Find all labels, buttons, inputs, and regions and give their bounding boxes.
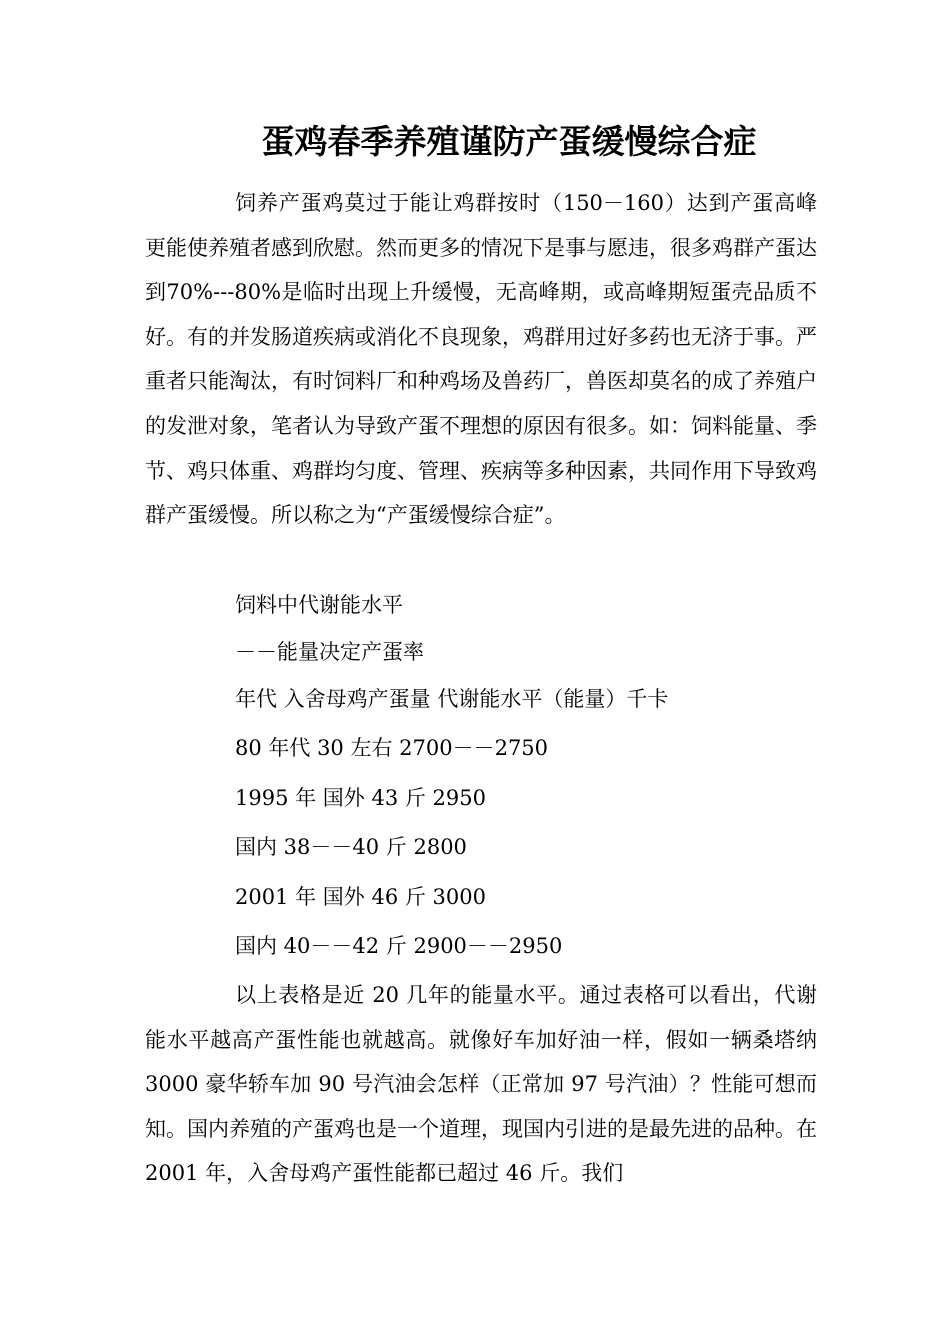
table-line: 2001 年 国外 46 斤 3000 [235, 885, 486, 909]
intro-paragraph: 饲养产蛋鸡莫过于能让鸡群按时（150－160）达到产蛋高峰更能使养殖者感到欣慰。然而更多的情况下是事与愿违，很多鸡群产蛋达到70%---80%是临时出现上升缓慢，无高峰期，或高峰期短蛋壳品质不好。有的并发肠道疾病或消化不良现象，鸡群用过好多药也无济于事。严重者只能淘汰，有时饲料厂和种鸡场及兽药厂，兽医却莫名的成了养殖户的发泄对象，笔者认为导致产蛋不理想的原因有很多。如：饲料能量、季节、鸡只体重、鸡群均匀度、管理、疾病等多种因素，共同作用下导致鸡群产蛋缓慢。所以称之为“产蛋缓慢综合症”。 [145, 191, 817, 528]
table-header-line: 年代 入舍母鸡产蛋量 代谢能水平（能量）千卡 [235, 687, 669, 711]
section-heading: 饲料中代谢能水平 [235, 593, 403, 617]
outro-paragraph-block [145, 973, 817, 1196]
table-line: 国内 40－－42 斤 2900－－2950 [235, 934, 563, 958]
outro-paragraph: 以上表格是近 20 几年的能量水平。通过表格可以看出，代谢能水平越高产蛋性能也就越高。就像好车加好油一样，假如一辆桑塔纳 3000 豪华轿车加 90 号汽油会怎样（正常加 97 号汽油）？性能可想而知。国内养殖的产蛋鸡也是一个道理，现国内引进的是最先进的品种。在 2001 年，入舍母鸡产蛋性能都已超过 46 斤。我们 [145, 983, 817, 1186]
document-title: 蛋鸡春季养殖谨防产蛋缓慢综合症 [261, 122, 757, 161]
table-line: 国内 38－－40 斤 2800 [235, 835, 467, 859]
intro-paragraph-block [145, 181, 817, 538]
section-subheading: －－能量决定产蛋率 [235, 640, 424, 664]
table-line: 1995 年 国外 43 斤 2950 [235, 786, 486, 810]
table-line: 80 年代 30 左右 2700－－2750 [235, 736, 549, 760]
